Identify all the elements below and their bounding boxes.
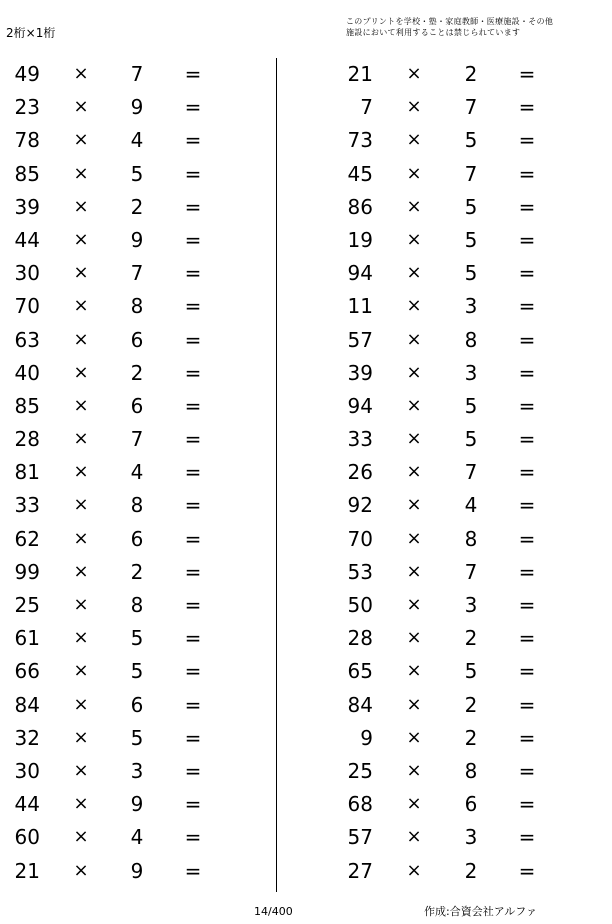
equals-sign: = bbox=[184, 360, 202, 385]
times-sign: × bbox=[73, 660, 89, 682]
times-sign: × bbox=[406, 693, 422, 715]
equals-sign: = bbox=[518, 427, 536, 452]
equals-sign: = bbox=[518, 526, 536, 551]
problem-row bbox=[335, 488, 595, 521]
equals-sign: = bbox=[184, 858, 202, 883]
multiplier: 2 bbox=[130, 194, 144, 219]
multiplicand: 85 bbox=[14, 161, 40, 186]
equals-sign: = bbox=[518, 227, 536, 252]
problem-row bbox=[335, 588, 595, 621]
equals-sign: = bbox=[184, 161, 202, 186]
problem-row bbox=[0, 654, 260, 687]
equals-sign: = bbox=[518, 161, 536, 186]
page-number: 14/400 bbox=[254, 905, 293, 918]
multiplier: 7 bbox=[464, 161, 478, 186]
problem-row bbox=[0, 621, 260, 654]
equals-sign: = bbox=[184, 792, 202, 817]
multiplier: 3 bbox=[464, 825, 478, 850]
times-sign: × bbox=[406, 195, 422, 217]
multiplicand: 65 bbox=[347, 659, 373, 684]
multiplier: 8 bbox=[464, 526, 478, 551]
problem-row bbox=[0, 721, 260, 754]
equals-sign: = bbox=[518, 792, 536, 817]
equals-sign: = bbox=[184, 95, 202, 120]
equals-sign: = bbox=[518, 758, 536, 783]
multiplicand: 63 bbox=[14, 327, 40, 352]
multiplier: 7 bbox=[130, 62, 144, 86]
problem-row bbox=[335, 555, 595, 588]
equals-sign: = bbox=[184, 427, 202, 452]
multiplicand: 21 bbox=[347, 62, 373, 86]
times-sign: × bbox=[73, 96, 89, 118]
equals-sign: = bbox=[184, 758, 202, 783]
times-sign: × bbox=[406, 726, 422, 748]
multiplicand: 25 bbox=[14, 593, 40, 617]
problem-row bbox=[335, 123, 595, 156]
problem-row bbox=[0, 787, 260, 820]
multiplicand: 84 bbox=[14, 692, 40, 717]
multiplier: 2 bbox=[464, 692, 478, 717]
equals-sign: = bbox=[518, 858, 536, 883]
multiplier: 2 bbox=[130, 360, 144, 385]
multiplier: 2 bbox=[464, 725, 478, 750]
multiplicand: 70 bbox=[347, 526, 373, 551]
equals-sign: = bbox=[518, 393, 536, 418]
multiplier: 3 bbox=[464, 294, 478, 319]
multiplier: 5 bbox=[464, 427, 478, 452]
multiplier: 8 bbox=[464, 758, 478, 783]
column-divider bbox=[276, 58, 277, 892]
times-sign: × bbox=[73, 195, 89, 217]
times-sign: × bbox=[73, 494, 89, 516]
multiplier: 5 bbox=[130, 659, 144, 684]
usage-notice bbox=[346, 16, 578, 38]
multiplier: 5 bbox=[464, 128, 478, 153]
equals-sign: = bbox=[184, 593, 202, 617]
multiplicand: 30 bbox=[14, 261, 40, 286]
times-sign: × bbox=[73, 63, 89, 84]
problem-row bbox=[0, 455, 260, 488]
problem-row bbox=[335, 854, 595, 887]
times-sign: × bbox=[73, 693, 89, 715]
usage-notice-line-2: 施設において利用することは禁じられています bbox=[346, 28, 521, 37]
multiplier: 7 bbox=[130, 261, 144, 286]
equals-sign: = bbox=[518, 62, 536, 86]
multiplier: 6 bbox=[130, 393, 144, 418]
times-sign: × bbox=[73, 295, 89, 317]
problem-row bbox=[0, 555, 260, 588]
problem-row bbox=[0, 488, 260, 521]
usage-notice-line-1: このプリントを学校・塾・家庭教師・医療施設・その他 bbox=[346, 17, 554, 26]
times-sign: × bbox=[73, 527, 89, 549]
problem-row bbox=[0, 289, 260, 322]
multiplicand: 81 bbox=[14, 460, 40, 485]
times-sign: × bbox=[406, 759, 422, 781]
multiplicand: 53 bbox=[347, 559, 373, 584]
problem-row bbox=[335, 356, 595, 389]
multiplicand: 86 bbox=[347, 194, 373, 219]
multiplicand: 40 bbox=[14, 360, 40, 385]
problem-row bbox=[0, 123, 260, 156]
times-sign: × bbox=[406, 793, 422, 815]
multiplier: 4 bbox=[130, 825, 144, 850]
equals-sign: = bbox=[184, 659, 202, 684]
equals-sign: = bbox=[518, 825, 536, 850]
times-sign: × bbox=[73, 129, 89, 151]
problem-row bbox=[335, 289, 595, 322]
author-credit: 作成:合資会社アルファ bbox=[424, 905, 538, 918]
times-sign: × bbox=[73, 826, 89, 848]
equals-sign: = bbox=[184, 128, 202, 153]
times-sign: × bbox=[406, 394, 422, 416]
multiplier: 5 bbox=[130, 725, 144, 750]
multiplier: 8 bbox=[464, 327, 478, 352]
multiplier: 5 bbox=[464, 227, 478, 252]
problem-row bbox=[335, 455, 595, 488]
multiplicand: 25 bbox=[347, 758, 373, 783]
problem-row bbox=[0, 256, 260, 289]
problem-row bbox=[335, 820, 595, 853]
times-sign: × bbox=[406, 627, 422, 649]
equals-sign: = bbox=[518, 261, 536, 286]
multiplier: 3 bbox=[464, 360, 478, 385]
problem-row bbox=[0, 854, 260, 887]
multiplicand: 50 bbox=[347, 593, 373, 617]
problem-row bbox=[0, 323, 260, 356]
equals-sign: = bbox=[184, 294, 202, 319]
multiplier: 6 bbox=[130, 327, 144, 352]
times-sign: × bbox=[406, 494, 422, 516]
multiplier: 5 bbox=[464, 261, 478, 286]
equals-sign: = bbox=[518, 294, 536, 319]
times-sign: × bbox=[73, 759, 89, 781]
problem-row bbox=[335, 190, 595, 223]
multiplicand: 23 bbox=[14, 95, 40, 120]
multiplicand: 39 bbox=[347, 360, 373, 385]
equals-sign: = bbox=[184, 62, 202, 86]
times-sign: × bbox=[406, 527, 422, 549]
problem-row bbox=[0, 190, 260, 223]
problem-row bbox=[335, 57, 595, 90]
equals-sign: = bbox=[184, 393, 202, 418]
equals-sign: = bbox=[518, 626, 536, 651]
times-sign: × bbox=[406, 660, 422, 682]
times-sign: × bbox=[73, 228, 89, 250]
equals-sign: = bbox=[184, 559, 202, 584]
equals-sign: = bbox=[518, 327, 536, 352]
multiplicand: 39 bbox=[14, 194, 40, 219]
multiplicand: 27 bbox=[347, 858, 373, 883]
multiplicand: 7 bbox=[360, 95, 373, 120]
multiplier: 4 bbox=[464, 493, 478, 518]
equals-sign: = bbox=[184, 261, 202, 286]
equals-sign: = bbox=[518, 593, 536, 617]
problem-row bbox=[335, 323, 595, 356]
problem-column-right bbox=[335, 57, 595, 887]
multiplicand: 21 bbox=[14, 858, 40, 883]
times-sign: × bbox=[406, 262, 422, 284]
multiplier: 6 bbox=[464, 792, 478, 817]
problem-row bbox=[335, 422, 595, 455]
multiplier: 6 bbox=[130, 692, 144, 717]
equals-sign: = bbox=[184, 725, 202, 750]
multiplicand: 28 bbox=[14, 427, 40, 452]
times-sign: × bbox=[73, 461, 89, 483]
equals-sign: = bbox=[184, 526, 202, 551]
equals-sign: = bbox=[184, 227, 202, 252]
equals-sign: = bbox=[518, 460, 536, 485]
times-sign: × bbox=[406, 228, 422, 250]
problem-row bbox=[335, 90, 595, 123]
multiplicand: 70 bbox=[14, 294, 40, 319]
multiplicand: 30 bbox=[14, 758, 40, 783]
times-sign: × bbox=[73, 627, 89, 649]
multiplicand: 28 bbox=[347, 626, 373, 651]
multiplier: 7 bbox=[464, 95, 478, 120]
equals-sign: = bbox=[518, 692, 536, 717]
times-sign: × bbox=[406, 162, 422, 184]
multiplicand: 26 bbox=[347, 460, 373, 485]
times-sign: × bbox=[73, 394, 89, 416]
times-sign: × bbox=[406, 295, 422, 317]
multiplicand: 19 bbox=[347, 227, 373, 252]
multiplier: 9 bbox=[130, 792, 144, 817]
multiplicand: 94 bbox=[347, 261, 373, 286]
problem-row bbox=[335, 654, 595, 687]
equals-sign: = bbox=[518, 95, 536, 120]
multiplicand: 66 bbox=[14, 659, 40, 684]
times-sign: × bbox=[406, 361, 422, 383]
problem-column-left bbox=[0, 57, 260, 887]
times-sign: × bbox=[73, 560, 89, 582]
times-sign: × bbox=[406, 826, 422, 848]
multiplicand: 60 bbox=[14, 825, 40, 850]
problem-row bbox=[335, 223, 595, 256]
problem-row bbox=[335, 721, 595, 754]
multiplier: 4 bbox=[130, 460, 144, 485]
problem-row bbox=[0, 820, 260, 853]
times-sign: × bbox=[406, 560, 422, 582]
times-sign: × bbox=[406, 129, 422, 151]
equals-sign: = bbox=[184, 327, 202, 352]
multiplier: 8 bbox=[130, 493, 144, 518]
equals-sign: = bbox=[184, 460, 202, 485]
multiplicand: 9 bbox=[360, 725, 373, 750]
problem-row bbox=[0, 688, 260, 721]
multiplier: 2 bbox=[464, 62, 478, 86]
problem-row bbox=[0, 522, 260, 555]
problem-row bbox=[335, 688, 595, 721]
times-sign: × bbox=[406, 428, 422, 450]
times-sign: × bbox=[406, 63, 422, 84]
multiplicand: 33 bbox=[14, 493, 40, 518]
equals-sign: = bbox=[518, 559, 536, 584]
times-sign: × bbox=[73, 859, 89, 881]
equals-sign: = bbox=[518, 194, 536, 219]
multiplicand: 94 bbox=[347, 393, 373, 418]
multiplicand: 92 bbox=[347, 493, 373, 518]
times-sign: × bbox=[73, 361, 89, 383]
problem-row bbox=[0, 223, 260, 256]
multiplier: 7 bbox=[464, 559, 478, 584]
multiplier: 6 bbox=[130, 526, 144, 551]
times-sign: × bbox=[73, 162, 89, 184]
multiplier: 5 bbox=[464, 393, 478, 418]
equals-sign: = bbox=[184, 825, 202, 850]
worksheet-title: 2桁×1桁 bbox=[6, 26, 56, 40]
multiplicand: 84 bbox=[347, 692, 373, 717]
multiplier: 3 bbox=[130, 758, 144, 783]
multiplier: 2 bbox=[464, 858, 478, 883]
equals-sign: = bbox=[184, 194, 202, 219]
multiplier: 8 bbox=[130, 593, 144, 617]
times-sign: × bbox=[406, 594, 422, 615]
multiplicand: 61 bbox=[14, 626, 40, 651]
problem-row bbox=[335, 256, 595, 289]
equals-sign: = bbox=[518, 128, 536, 153]
multiplicand: 99 bbox=[14, 559, 40, 584]
equals-sign: = bbox=[184, 626, 202, 651]
equals-sign: = bbox=[518, 360, 536, 385]
problem-row bbox=[335, 621, 595, 654]
multiplier: 2 bbox=[130, 559, 144, 584]
problem-row bbox=[0, 754, 260, 787]
times-sign: × bbox=[406, 859, 422, 881]
multiplier: 9 bbox=[130, 227, 144, 252]
multiplicand: 57 bbox=[347, 825, 373, 850]
multiplier: 5 bbox=[464, 659, 478, 684]
problem-row bbox=[0, 157, 260, 190]
multiplicand: 45 bbox=[347, 161, 373, 186]
times-sign: × bbox=[73, 793, 89, 815]
multiplicand: 73 bbox=[347, 128, 373, 153]
problem-row bbox=[0, 588, 260, 621]
multiplicand: 11 bbox=[347, 294, 373, 319]
equals-sign: = bbox=[184, 493, 202, 518]
multiplier: 5 bbox=[130, 161, 144, 186]
problem-row bbox=[0, 389, 260, 422]
times-sign: × bbox=[406, 328, 422, 350]
times-sign: × bbox=[73, 328, 89, 350]
equals-sign: = bbox=[518, 493, 536, 518]
multiplier: 4 bbox=[130, 128, 144, 153]
equals-sign: = bbox=[184, 692, 202, 717]
multiplier: 7 bbox=[464, 460, 478, 485]
problem-row bbox=[335, 522, 595, 555]
multiplicand: 49 bbox=[14, 62, 40, 86]
multiplicand: 62 bbox=[14, 526, 40, 551]
multiplicand: 85 bbox=[14, 393, 40, 418]
multiplicand: 57 bbox=[347, 327, 373, 352]
problem-row bbox=[0, 356, 260, 389]
times-sign: × bbox=[406, 461, 422, 483]
problem-row bbox=[335, 754, 595, 787]
multiplier: 5 bbox=[464, 194, 478, 219]
times-sign: × bbox=[73, 726, 89, 748]
times-sign: × bbox=[73, 262, 89, 284]
problem-row bbox=[335, 389, 595, 422]
equals-sign: = bbox=[518, 659, 536, 684]
multiplicand: 32 bbox=[14, 725, 40, 750]
times-sign: × bbox=[73, 428, 89, 450]
multiplicand: 68 bbox=[347, 792, 373, 817]
problem-row bbox=[0, 90, 260, 123]
multiplicand: 44 bbox=[14, 792, 40, 817]
multiplier: 5 bbox=[130, 626, 144, 651]
multiplicand: 33 bbox=[347, 427, 373, 452]
multiplier: 7 bbox=[130, 427, 144, 452]
multiplier: 8 bbox=[130, 294, 144, 319]
equals-sign: = bbox=[518, 725, 536, 750]
problem-row bbox=[335, 157, 595, 190]
problem-row bbox=[0, 422, 260, 455]
times-sign: × bbox=[406, 96, 422, 118]
multiplicand: 78 bbox=[14, 128, 40, 153]
problem-row bbox=[335, 787, 595, 820]
multiplier: 9 bbox=[130, 95, 144, 120]
multiplicand: 44 bbox=[14, 227, 40, 252]
times-sign: × bbox=[73, 594, 89, 615]
multiplier: 9 bbox=[130, 858, 144, 883]
problem-row bbox=[0, 57, 260, 90]
multiplier: 2 bbox=[464, 626, 478, 651]
multiplier: 3 bbox=[464, 593, 478, 617]
